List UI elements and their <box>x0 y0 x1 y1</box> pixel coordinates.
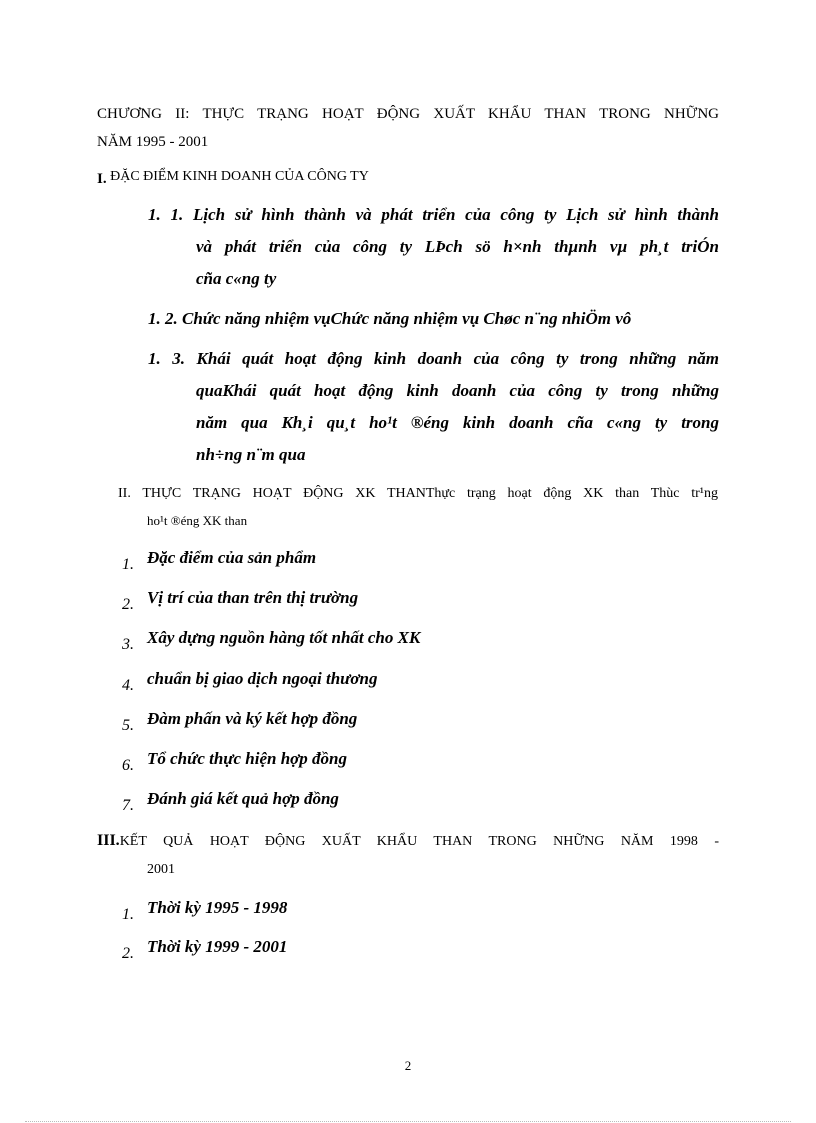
subsection-1-2 <box>148 303 719 335</box>
list-item-number: 5. <box>122 717 134 734</box>
list-item-number: 6. <box>122 757 134 774</box>
list-item-text: chuẩn bị giao dịch ngoại thương <box>147 669 378 688</box>
list-item-number: 2. <box>122 945 134 962</box>
subsection-1-3 <box>148 343 719 471</box>
list-item <box>122 785 339 820</box>
list-item <box>122 745 347 780</box>
section-3-line2: 2001 <box>147 862 175 877</box>
list-item-text: Vị trí của than trên thị trường <box>147 588 359 607</box>
section-1-heading <box>97 163 719 193</box>
list-item-number: 4. <box>122 677 134 694</box>
section-2-line2: ho¹t ®éng XK than <box>147 513 248 528</box>
subsection-1-1 <box>148 199 719 295</box>
list-item-number: 3. <box>122 636 134 653</box>
section-3-heading <box>97 827 719 884</box>
section-3-number: III. <box>97 832 120 849</box>
subsection-1-1-line1: Lịch sử hình thành và phát triển của công ty Lịch sử hình thành <box>183 205 720 224</box>
list-item <box>122 933 287 968</box>
list-item-text: Thời kỳ 1999 - 2001 <box>147 937 288 956</box>
list-item-text: Đặc điểm của sản phẩm <box>147 548 317 567</box>
section-2-line1: II. THỰC TRẠNG HOẠT ĐỘNG XK THANThực trạng hoạt động XK than Thùc tr¹ng <box>118 486 718 501</box>
page-bottom-divider <box>25 1121 791 1122</box>
section-1-title: ĐẶC ĐIỂM KINH DOANH CỦA CÔNG TY <box>106 169 369 184</box>
subsection-1-3-line3: năm qua Kh¸i qu¸t ho¹t ®éng kinh doanh cña c«ng ty trong <box>196 413 719 432</box>
section-3-line1: KẾT QUẢ HOẠT ĐỘNG XUẤT KHẨU THAN TRONG NHỮNG NĂM 1998 - <box>119 834 719 849</box>
list-item-text: Đánh giá kết quả hợp đồng <box>147 789 339 808</box>
list-item-text: Đàm phấn và ký kết hợp đồng <box>147 709 358 728</box>
list-item <box>122 624 420 659</box>
list-item-text: Xây dựng nguồn hàng tốt nhất cho XK <box>147 628 421 647</box>
subsection-1-2-line1: Chức năng nhiệm vụChức năng nhiệm vụ Chøc n¨ng nhiÖm vô <box>177 309 632 328</box>
list-item <box>122 894 287 929</box>
list-item-text: Thời kỳ 1995 - 1998 <box>147 898 288 917</box>
subsection-1-3-number: 1. 3. <box>148 349 186 368</box>
subsection-1-3-line4: nh÷ng n¨m qua <box>196 445 306 464</box>
subsection-1-2-number: 1. 2. <box>148 309 178 328</box>
list-item-text: Tổ chức thực hiện hợp đồng <box>147 749 347 768</box>
list-item <box>122 665 377 700</box>
subsection-1-1-line3: cña c«ng ty <box>196 269 277 288</box>
chapter-heading <box>97 100 719 156</box>
list-item-number: 1. <box>122 906 134 923</box>
section-1-number: I. <box>97 171 107 187</box>
list-item <box>122 544 316 579</box>
subsection-1-1-line2: và phát triển của công ty LÞch sö h×nh thµnh vµ ph¸t triÓn <box>196 237 719 256</box>
list-item <box>122 584 358 619</box>
subsection-1-3-line2: quaKhái quát hoạt động kinh doanh của công ty trong những <box>196 381 719 400</box>
list-item-number: 7. <box>122 797 134 814</box>
page-number: 2 <box>404 1058 412 1073</box>
subsection-1-3-line1: Khái quát hoạt động kinh doanh của công ty trong những năm <box>185 349 719 368</box>
list-item <box>122 705 357 740</box>
list-item-number: 2. <box>122 596 134 613</box>
section-2-heading <box>118 480 718 534</box>
list-item-number: 1. <box>122 556 134 573</box>
subsection-1-1-number: 1. 1. <box>148 205 184 224</box>
chapter-heading-line1: CHƯƠNG II: THỰC TRẠNG HOẠT ĐỘNG XUẤT KHẨU THAN TRONG NHỮNG <box>97 106 719 122</box>
chapter-heading-line2: NĂM 1995 - 2001 <box>97 134 209 150</box>
